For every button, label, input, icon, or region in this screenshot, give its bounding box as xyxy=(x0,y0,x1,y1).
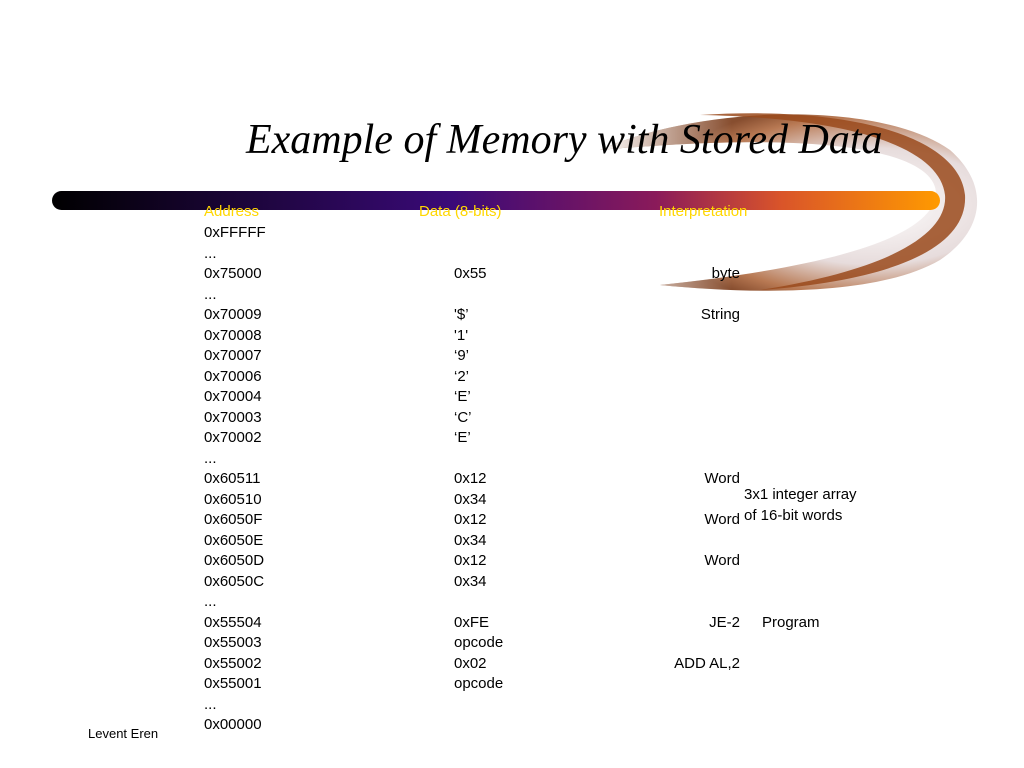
memory-interpretation: ADD AL,2 xyxy=(674,654,740,672)
memory-address: 0x70003 xyxy=(204,408,262,426)
slide-title: Example of Memory with Stored Data xyxy=(246,117,883,163)
memory-row xyxy=(0,223,1024,244)
memory-row xyxy=(0,387,1024,408)
memory-data: opcode xyxy=(454,675,504,692)
memory-row xyxy=(0,326,1024,347)
memory-row xyxy=(0,510,1024,531)
memory-address: 0x55003 xyxy=(204,634,262,651)
memory-row xyxy=(0,305,1024,326)
memory-address: 0x6050E xyxy=(204,531,264,549)
memory-interpretation: JE-2 xyxy=(709,613,740,631)
memory-address: 0x55504 xyxy=(204,613,262,631)
program-note: Program xyxy=(762,614,820,631)
memory-data: ‘E’ xyxy=(454,429,471,446)
memory-interpretation: String xyxy=(700,306,740,323)
memory-address: 0x60511 xyxy=(204,470,261,487)
memory-row xyxy=(0,408,1024,429)
memory-row xyxy=(0,264,1024,285)
memory-interpretation: Word xyxy=(704,511,740,528)
memory-data: 0x34 xyxy=(454,490,487,508)
memory-address: ... xyxy=(204,285,217,303)
memory-data: opcode xyxy=(454,634,504,651)
column-header-address: Address xyxy=(204,203,260,220)
memory-address: 0x75000 xyxy=(204,265,262,282)
memory-address: 0x6050C xyxy=(204,572,265,590)
memory-row xyxy=(0,469,1024,490)
memory-data: 0x12 xyxy=(454,470,487,487)
memory-address: ... xyxy=(204,449,217,467)
memory-row xyxy=(0,633,1024,654)
memory-row xyxy=(0,551,1024,572)
memory-row xyxy=(0,572,1024,593)
memory-data: 0x12 xyxy=(454,511,487,528)
memory-row xyxy=(0,367,1024,388)
memory-row xyxy=(0,592,1024,613)
memory-address: 0x70006 xyxy=(204,367,262,385)
memory-interpretation: byte xyxy=(711,265,740,282)
memory-data: 0x55 xyxy=(454,265,487,282)
column-header-interpretation: Interpretation xyxy=(659,203,748,220)
memory-row xyxy=(0,613,1024,634)
memory-row xyxy=(0,674,1024,695)
memory-row xyxy=(0,428,1024,449)
memory-data: ‘2’ xyxy=(454,367,470,385)
memory-interpretation: Word xyxy=(704,470,740,487)
memory-interpretation: Word xyxy=(704,552,740,569)
memory-row xyxy=(0,285,1024,306)
array-note-line-1: 3x1 integer array xyxy=(744,486,857,503)
memory-address: 0x60510 xyxy=(204,490,262,508)
memory-row xyxy=(0,654,1024,675)
memory-row xyxy=(0,346,1024,367)
memory-address: ... xyxy=(204,695,217,713)
memory-address: ... xyxy=(204,244,217,262)
memory-data: ‘9’ xyxy=(454,347,470,364)
memory-row xyxy=(0,531,1024,552)
memory-address: 0x70009 xyxy=(204,306,262,323)
memory-data: 0x02 xyxy=(454,654,487,672)
memory-address: 0x70004 xyxy=(204,388,262,405)
memory-data: ‘E’ xyxy=(454,388,471,405)
array-note-line-2: of 16-bit words xyxy=(744,507,843,524)
memory-data: '1' xyxy=(454,326,469,344)
memory-row xyxy=(0,695,1024,716)
memory-address: 0x70007 xyxy=(204,347,262,364)
memory-address: 0x70002 xyxy=(204,429,262,446)
memory-row xyxy=(0,244,1024,265)
memory-address: 0x6050F xyxy=(204,511,263,528)
memory-address: ... xyxy=(204,593,217,610)
memory-data: '$’ xyxy=(454,306,469,323)
array-note xyxy=(744,484,857,526)
column-header-data: Data (8-bits) xyxy=(419,203,502,220)
author-footer: Levent Eren xyxy=(88,726,159,741)
memory-row xyxy=(0,490,1024,511)
memory-address: 0xFFFFF xyxy=(204,224,266,241)
memory-row xyxy=(0,449,1024,470)
memory-address: 0x55002 xyxy=(204,654,262,672)
memory-address: 0x70008 xyxy=(204,326,262,344)
memory-address: 0x6050D xyxy=(204,552,265,569)
memory-address: 0x00000 xyxy=(204,716,262,733)
memory-data: 0xFE xyxy=(454,613,490,631)
memory-data: ‘C’ xyxy=(454,408,472,426)
memory-data: 0x12 xyxy=(454,552,487,569)
memory-address: 0x55001 xyxy=(204,675,262,692)
memory-data: 0x34 xyxy=(454,531,487,549)
memory-data: 0x34 xyxy=(454,572,487,590)
